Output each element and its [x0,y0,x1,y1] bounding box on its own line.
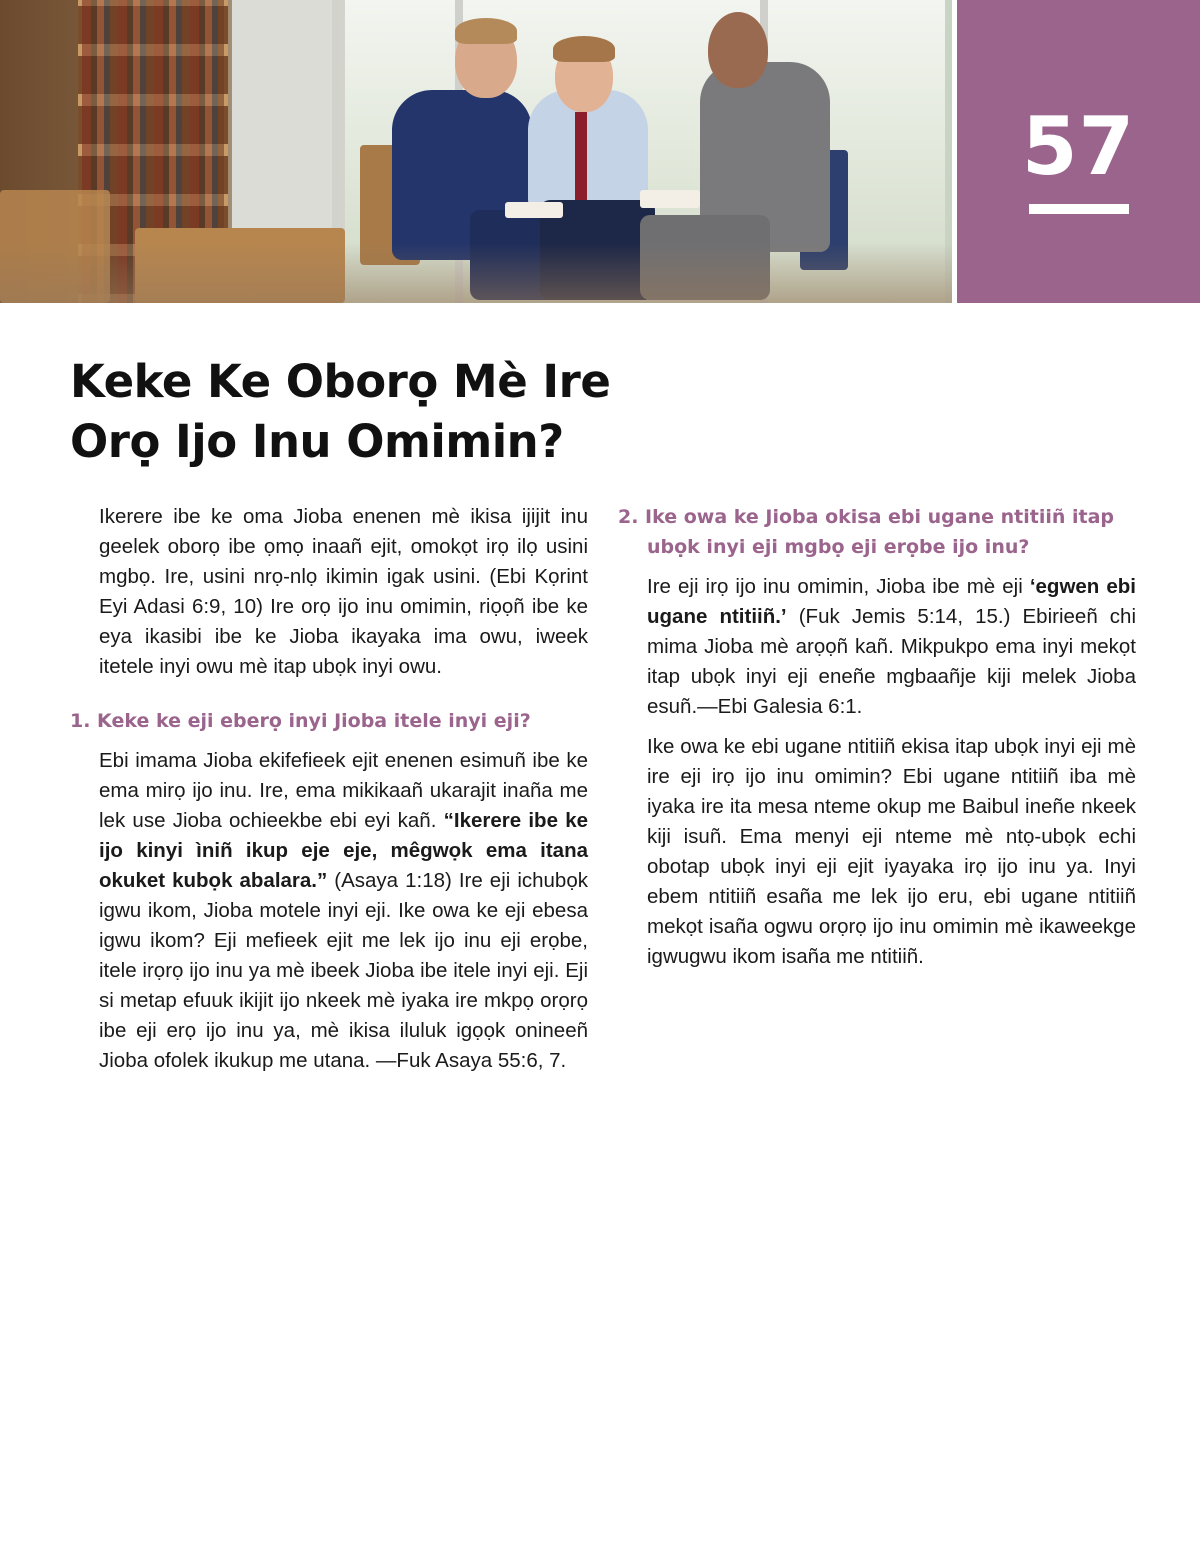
section-2-p1-start: Ire eji irọ ijo inu omimin, Jioba ibe mè eji [647,575,1030,598]
floor [0,243,952,303]
section-1-text-end: (Asaya 1:18) Ire eji ichubọk igwu ikom, Jioba motele inyi eji. Ike owa ke eji ebesa igwu ikom? Eji mefieek ejit me lek ijo inu eji erọbe, itele irọrọ ijo inu ya mè ibeek Jioba ibe itele inyi eji. Eji si metap efuuk ikijit ijo nkeek mè iyaka ire mkpọ orọrọ ibe eji erọ ijo inu ya, mè ikisa iluluk igọọk onineeñ Jioba ofolek ikukup me utana. —Fuk Asaya 55:6, 7. [99,869,588,1072]
header-photo [0,0,952,303]
right-column [618,502,1136,982]
section-2-scripture-quote: ‘egwen ebi ugane ntitiiñ.’ [647,575,1136,628]
section-2-paragraph-2: Ike owa ke ebi ugane ntitiiñ ekisa itap ubọk inyi eji mè ire eji irọ ijo inu omimin? Ebi ugane ntitiiñ iba mè iyaka ire ita mesa nteme okup me Baibul ineñe nkeek kiji isuñ. Ema menyi eji nteme mè ntọ-ubọk echi obotap ubọk inyi eji ejit iyayaka irọ ijo inu ya. Inyi ebem ntitiiñ esaña me lek ijo eru, ebi ugane ntitiiñ mekọt isaña ogwu orọrọ ijo inu omimin mè ikaweekge igwugwu ikom isaña me ntitiiñ. [647,735,1136,968]
lesson-number: 57 [1021,100,1136,193]
section-2-p1-end: (Fuk Jemis 5:14, 15.) Ebirieeñ chi mima Jioba mè arọọñ kañ. Mikpukpo ema inyi mekọt itap ubọk inyi eji eneñe mgbaañje kiji melek Jioba esuñ.—Ebi Galesia 6:1. [647,605,1137,718]
intro-paragraph: Ikerere ibe ke oma Jioba enenen mè ikisa ijijit inu geelek oborọ ibe ọmọ inaañ ejit, omokọt irọ ilọ usini mgbọ. Ire, usini nrọ-nlọ ikimin igak usini. (Ebi Kọrint Eyi Adasi 6:9, 10) Ire orọ ijo inu omimin, riọọñ ibe ke eya ikasibi ibe ke Jioba ikayaka ima owu, iweek itetele inyi owu mè itap ubọk inyi owu. [99,505,588,678]
question-1: 1. Keke ke eji eberọ inyi Jioba itele inyi eji? [70,710,531,732]
lesson-title: Keke Ke Oborọ Mè Ire Orọ Ijo Inu Omimin? [70,355,611,468]
left-column [70,502,588,1086]
section-1-text-start: Ebi imama Jioba ekifefieek ejit enenen esimuñ ibe ke ema mirọ ijo inu. Ire, ema mikikaañ ukarajit inaña me lek use Jioba ochieekbe ebi eyi kañ. [99,749,588,832]
section-1-scripture-quote: “Ikerere ibe ke ijo kinyi ìniñ ikup eje eje, mêgwọk ema itana okuket kubọk abalara.” [99,809,589,892]
lesson-number-box [957,0,1200,303]
section-2-paragraph-1 [647,572,1136,722]
question-2: 2. Ike owa ke Jioba okisa ebi ugane ntitiiñ itap ubọk inyi eji mgbọ eji erọbe ijo inu? [618,506,1115,558]
section-1-paragraph [99,746,588,1076]
lesson-number-underline [1029,204,1129,214]
